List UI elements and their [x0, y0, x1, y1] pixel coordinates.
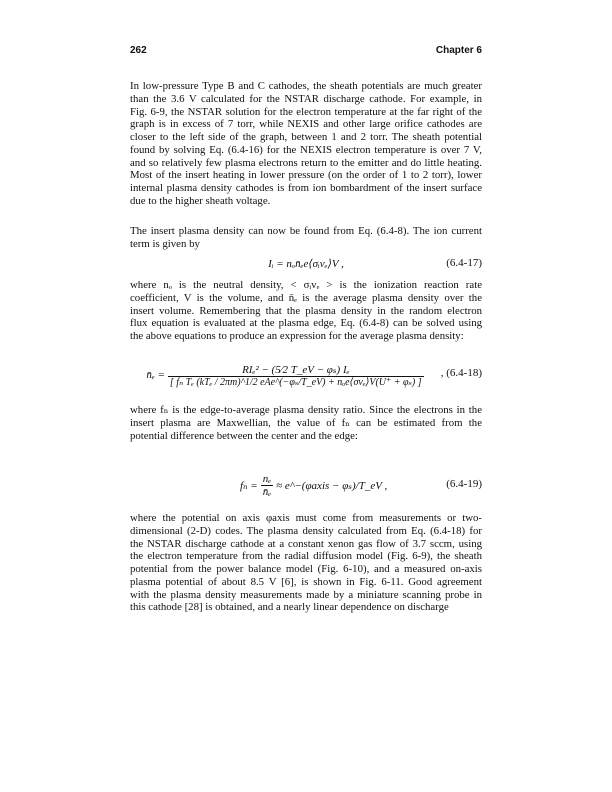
text-line: term is given by	[130, 237, 200, 250]
text-line: insert volume. Remembering that the plasma density in the random electron	[130, 304, 482, 317]
paragraph-3	[130, 279, 482, 343]
equation-lhs: fₙ =	[240, 479, 258, 492]
paragraph-2	[130, 225, 482, 251]
text-line: In low-pressure Type B and C cathodes, the sheath potentials are much greater	[130, 80, 482, 92]
text-line: found by solving Eq. (6.4-16) for the NEXIS electron temperature is over 7 V,	[130, 143, 482, 156]
text-line: the NSTAR discharge cathode at a constant xenon gas flow of 3.7 sccm, using	[130, 537, 482, 550]
text-line: internal plasma density cathodes is from ion bombardment of the insert surface	[130, 182, 482, 194]
text-line: closer to the left side of the graph, between 1 and 2 torr. The sheath potential	[130, 131, 482, 143]
text-line: potential difference between the center and the edge:	[130, 429, 358, 442]
equation-lhs: n̄ₑ =	[146, 369, 165, 381]
paragraph-1	[130, 80, 482, 208]
equation-rhs: ≈ e^−(φaxis − φₛ)/T_eV ,	[276, 479, 388, 492]
equation-label: (6.4-17)	[446, 257, 482, 269]
text-line: the above equations to produce an expression for the average plasma density:	[130, 330, 464, 342]
page-number: 262	[130, 45, 147, 56]
text-line: with the plasma density measurements made by a miniature scanning probe in	[130, 588, 482, 601]
text-line: coefficient, V is the volume, and n̄ₑ is the average plasma density over the	[130, 291, 482, 304]
text-line: plasma potential of about 8.5 V [6], is shown in Fig. 6-11. Good agreement	[130, 575, 482, 588]
paragraph-5	[130, 512, 482, 614]
equation-numerator: RIₑ² − (5⁄2 T_eV − φₛ) Iₑ	[242, 363, 350, 376]
text-line: where nₒ is the neutral density, < σᵢvₑ > is the ionization reaction rate	[130, 279, 482, 291]
equation-label: , (6.4-18)	[440, 367, 482, 379]
text-line: potential from the power balance model (Fig. 6-10), and a measured on-axis	[130, 563, 482, 575]
equation-denominator: n̄ₑ	[262, 485, 272, 498]
equation-numerator: nₑ	[262, 472, 272, 485]
text-line: where the potential on axis φaxis must come from measurements or two-	[130, 512, 482, 524]
text-line: dimensional (2-D) codes. The plasma density calculated from Eq. (6.4-18) for	[130, 524, 482, 537]
text-line: graph is in excess of 7 torr, while NEXIS and other large orifice cathodes are	[130, 118, 482, 131]
text-line: The insert plasma density can now be found from Eq. (6.4-8). The ion current	[130, 225, 482, 237]
equation-fraction	[261, 473, 273, 498]
text-line: insert plasma are Maxwellian, the value of fₙ can be estimated from the	[130, 416, 482, 429]
equation-fraction	[168, 363, 424, 388]
equation-label: (6.4-19)	[446, 478, 482, 490]
text-line: Fig. 6-9, the NSTAR solution for the electron temperature at the far right of the	[130, 105, 482, 118]
equation-6-4-18	[130, 350, 482, 400]
text-line: flux equation is evaluated at the plasma edge, Eq. (6.4-8) can be solved using	[130, 317, 482, 330]
equation-6-4-19	[130, 470, 482, 500]
chapter-title: Chapter 6	[435, 45, 482, 56]
equation-denominator: [ fₙ Tₑ (kTₑ / 2πm)^1/2 eAe^(−φₛ/T_eV) + nₒe⟨σvₑ⟩V(U⁺ + φₛ) ]	[169, 376, 422, 388]
text-line: Most of the insert heating in lower pressure (on the order of 1 to 2 torr), lower	[130, 169, 482, 182]
text-line: due to the higher sheath voltage.	[130, 194, 271, 207]
text-line: this cathode [28] is obtained, and a nearly linear dependence on discharge	[130, 601, 449, 614]
paragraph-4	[130, 404, 482, 442]
equation-6-4-17	[130, 257, 482, 270]
text-line: the electron temperature from the radial diffusion model (Fig. 6-9), the sheath	[130, 550, 482, 563]
text-line: and so relatively few plasma electrons return to the emitter and do little heating.	[130, 156, 482, 169]
text-line: where fₙ is the edge-to-average plasma density ratio. Since the electrons in the	[130, 404, 482, 416]
equation-expression: Iᵢ = nₒn̄ₑe⟨σᵢvₑ⟩V ,	[268, 258, 344, 270]
text-line: than the 3.6 V calculated for the NSTAR discharge cathode. For example, in	[130, 92, 482, 105]
